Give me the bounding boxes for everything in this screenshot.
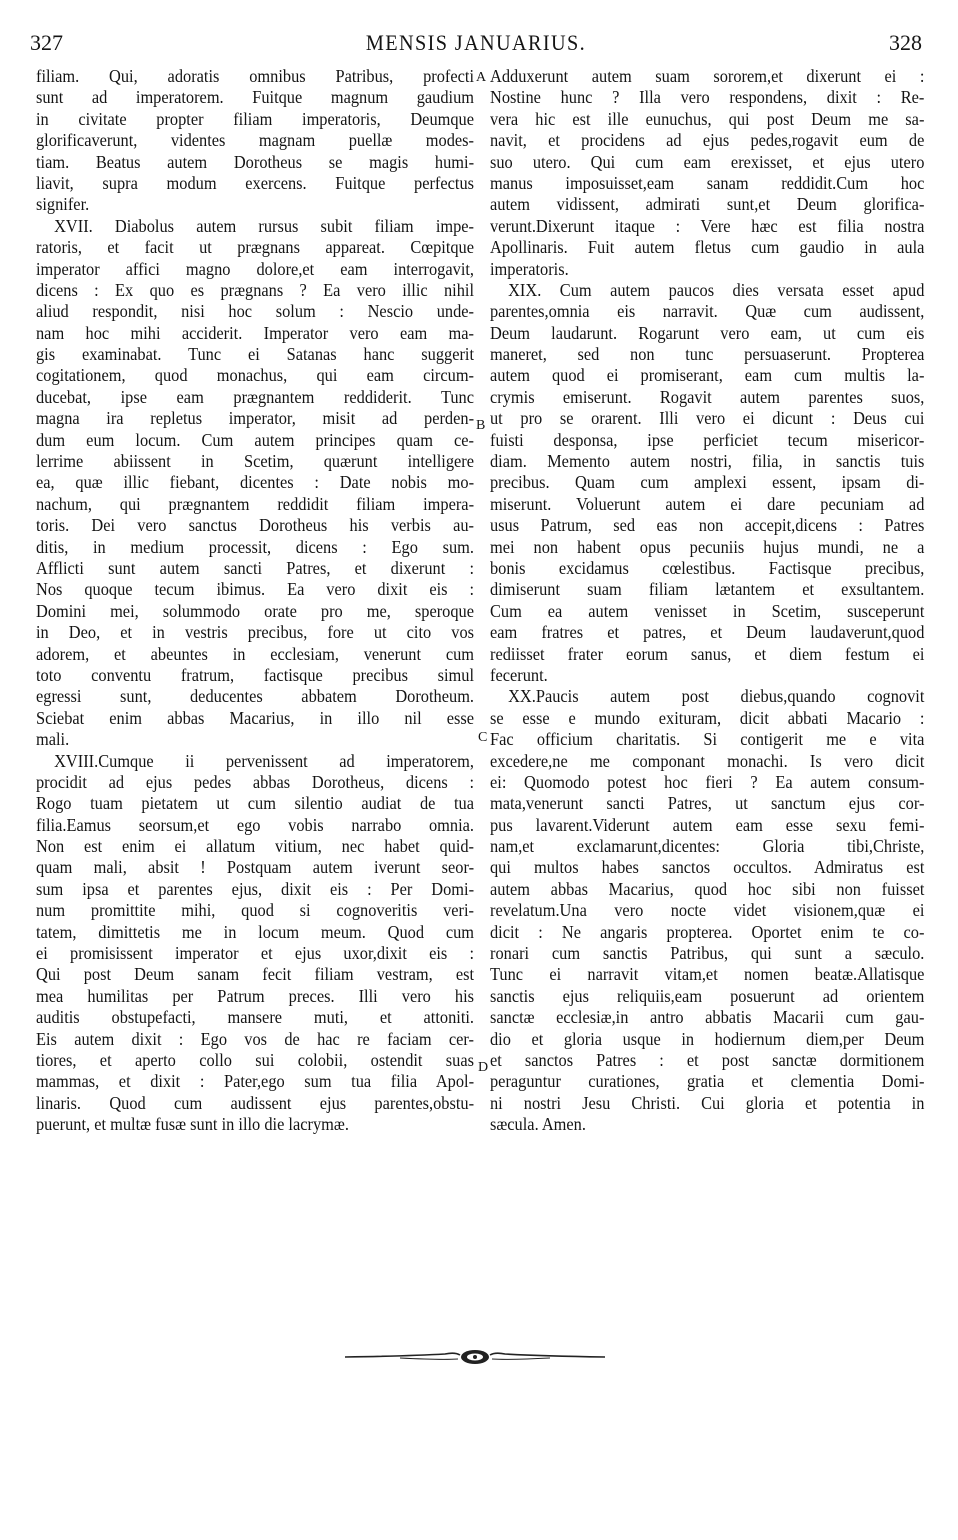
text-line: in civitate propter filiam imperatoris, Deumque xyxy=(36,108,475,129)
text-line: dimiserunt suam filiam lætantem et exsultantem. xyxy=(490,579,925,600)
ornament-divider-icon xyxy=(340,1342,610,1372)
text-line: adorem, et abeuntes in ecclesiam, venerunt cum xyxy=(36,643,475,664)
text-line: Nos quoque tecum ibimus. Ea vero dixit eis : xyxy=(36,579,475,600)
margin-letter-c: C xyxy=(478,730,488,745)
text-line: ratoris, et facit ut prægnans appareat. Cœpitque xyxy=(36,237,475,258)
text-line: autem abbas Macarius, quod hoc sibi non fuisset xyxy=(490,878,925,899)
text-line: tatem, dimittetis me in locum meum. Quod cum xyxy=(36,921,475,942)
text-line: gis examinabat. Tunc ei Satanas hanc suggerit xyxy=(36,344,475,365)
text-line: crymis emiserunt. Rogavit autem parentes suos, xyxy=(490,386,925,407)
text-line: se esse e mundo exituram, dicit abbati Macario : xyxy=(490,707,925,728)
text-line: puerunt, et multæ fusæ sunt in illo die lacrymæ. xyxy=(36,1114,349,1135)
text-line: autem quod ei promiserant, eam cum multis la- xyxy=(490,365,925,386)
text-line: Apollinaris. Fuit autem fletus cum gaudio in aula xyxy=(490,237,925,258)
text-line: et sanctos Patres : et post sanctæ dormitionem xyxy=(490,1049,925,1070)
text-line: Cum ea autem venisset in Scetim, susceperunt xyxy=(490,600,925,621)
text-line: liavit, supra modum exercens. Fuitque perfectus xyxy=(36,172,475,193)
text-line: aliud respondit, nisi hoc solum : Nescio unde- xyxy=(36,301,475,322)
text-line: ducebat, ipse eam prægnantem reddiderit. Tunc xyxy=(36,386,475,407)
text-line: filiam. Qui, adoratis omnibus Patribus, profecti xyxy=(36,66,475,86)
left-column xyxy=(36,66,474,1136)
text-line: dum eum locum. Cum autem principes quam ce- xyxy=(36,429,475,450)
text-line: verunt.Dixerunt itaque : Vere hæc est filia nostra xyxy=(490,215,925,236)
text-line: mata,venerunt sancti Patres, ut sanctum ejus cor- xyxy=(490,793,925,814)
page-number-left: 327 xyxy=(30,30,63,55)
text-line: usus Patrum, sed eas non accepit,dicens : Patres xyxy=(490,515,925,536)
text-line: eam fratres et patres, et Deum laudaverunt,quod xyxy=(490,622,925,643)
text-line: dicens : Ex quo es prægnans ? Ea vero illic nihil xyxy=(36,279,475,300)
text-line: miserunt. Voluerunt autem ei dare pecuniam ad xyxy=(490,493,925,514)
running-header xyxy=(30,30,922,60)
text-line: ut pro se orarent. Illi vero ei dicunt : Deus cui xyxy=(490,408,925,429)
text-line: filia.Eamus seorsum,et ego vobis narrabo omnia. xyxy=(36,814,475,835)
text-line: imperatoris. xyxy=(490,258,569,279)
text-line: XIX. Cum autem paucos dies versata esset apud xyxy=(508,279,925,300)
text-line: quam mali, absit ! Postquam autem iverunt seor- xyxy=(36,857,475,878)
text-line: XVII. Diabolus autem rursus subit filiam impe- xyxy=(54,215,475,236)
text-line: XX.Paucis autem post diebus,quando cognovit xyxy=(508,686,925,707)
text-line: Nostine hunc ? Illa vero respondens, dixit : Re- xyxy=(490,87,925,108)
text-line: revelatum.Una vero nocte videt visionem,quæ ei xyxy=(490,900,925,921)
text-line: Non est enim ei allatum vitium, nec habet quid- xyxy=(36,836,475,857)
text-line: nam,et exclamarunt,dicentes: Gloria tibi,Christe, xyxy=(490,836,925,857)
margin-letter-b: B xyxy=(476,418,486,433)
text-line: ea, quæ illic fiebant, dicentes : Date nobis mo- xyxy=(36,472,475,493)
text-line: mali. xyxy=(36,729,70,750)
text-line: diam. Memento autem nostri, filia, in sanctis tuis xyxy=(490,451,925,472)
text-line: precibus. Quam cum amplexi essent, ipsam di- xyxy=(490,472,925,493)
text-line: procidit ad ejus pedes abbas Dorotheus, dicens : xyxy=(36,771,475,792)
page-number-right: 328 xyxy=(889,30,922,55)
text-line: Domini mei, solummodo orate pro me, speroque xyxy=(36,600,475,621)
text-line: nam hoc mihi acciderit. Imperator vero eam ma- xyxy=(36,322,475,343)
text-line: sum ipsa et parentes ejus, dixit eis : Per Domi- xyxy=(36,878,475,899)
text-line: qui multos habes sanctos occultos. Admiratus est xyxy=(490,857,925,878)
text-line: fecerunt. xyxy=(490,664,548,685)
text-line: manus imposuisset,eam sanam reddidit.Cum hoc xyxy=(490,172,925,193)
text-line: sanctæ ecclesiæ,in antro abbatis Macarii cum gau- xyxy=(490,1007,925,1028)
text-line: cogitationem, quod monachus, qui eam circum- xyxy=(36,365,475,386)
text-line: mammas, et dixit : Pater,ego sum tua filia Apol- xyxy=(36,1071,475,1092)
text-line: lerrime abiissent in Scetim, quærunt intelligere xyxy=(36,451,475,472)
text-line: fuisti desponsa, ipse perficiet tecum misericor- xyxy=(490,429,925,450)
text-line: ei: Quomodo potest hoc fieri ? Ea autem consum- xyxy=(490,771,925,792)
text-line: in Deo, et in vestris precibus, fore ut cito vos xyxy=(36,622,475,643)
text-line: peraguntur curationes, gratia et clementia Domi- xyxy=(490,1071,925,1092)
text-line: Fac officium charitatis. Si contigerit me e vita xyxy=(490,729,925,750)
text-line: Adduxerunt autem suam sororem,et dixerunt ei : xyxy=(490,66,925,86)
text-line: pus lavarent.Viderunt autem eam esse sexu femi- xyxy=(490,814,925,835)
margin-letter-a: A xyxy=(476,70,487,85)
text-line: excedere,ne me componant monachi. Is vero dicit xyxy=(490,750,925,771)
text-line: parentes,omnia eis narravit. Quæ cum audissent, xyxy=(490,301,925,322)
text-line: sunt ad imperatorem. Fuitque magnum gaudium xyxy=(36,87,475,108)
text-line: ni nostri Jesu Christi. Cui gloria et potentia in xyxy=(490,1092,925,1113)
text-line: mei non habent opus pecuniis hujus mundi, ne a xyxy=(490,536,925,557)
text-line: imperator affici magno dolore,et eam interrogavit, xyxy=(36,258,475,279)
text-line: bonis excidamus cœlestibus. Factisque precibus, xyxy=(490,557,925,578)
text-line: XVIII.Cumque ii pervenissent ad imperatorem, xyxy=(54,750,475,771)
text-line: maneret, sed non tunc persuaserunt. Propterea xyxy=(490,344,925,365)
text-line: ronari cum sanctis Patribus, qui sunt a sæculo. xyxy=(490,943,925,964)
text-line: Tunc ei narravit vitam,et nomen beatæ.Allatisque xyxy=(490,964,925,985)
text-line: num promittite mihi, quod si cognoveritis veri- xyxy=(36,900,475,921)
margin-letter-d: D xyxy=(478,1060,489,1075)
text-line: vera hic est ille eunuchus, qui post Deum me sa- xyxy=(490,108,925,129)
running-title: MENSIS JANUARIUS. xyxy=(365,30,587,55)
right-column xyxy=(490,66,924,1136)
text-line: Qui post Deum sanam fecit filiam vestram, est xyxy=(36,964,475,985)
text-line: sanctis ejus reliquiis,eam posuerunt ad orientem xyxy=(490,985,925,1006)
text-line: sæcula. Amen. xyxy=(490,1114,586,1135)
text-line: suo utero. Qui cum eam erexisset, et ejus utero xyxy=(490,151,925,172)
text-line: signifer. xyxy=(36,194,90,215)
text-line: egressi sunt, deducentes abbatem Dorotheum. xyxy=(36,686,475,707)
text-line: ditis, in medium processit, dicens : Ego sum. xyxy=(36,536,475,557)
text-line: Sciebat enim abbas Macarius, in illo nil esse xyxy=(36,707,475,728)
text-line: toto conventu fratrum, factisque precibus simul xyxy=(36,664,475,685)
text-line: glorificaverunt, videntes magnam puellæ modes- xyxy=(36,130,475,151)
text-line: dicit : Ne angaris propterea. Oportet enim te co- xyxy=(490,921,925,942)
text-line: tiores, et aperto collo sui colobii, ostendit suas xyxy=(36,1049,475,1070)
text-line: auditis obstupefacti, mansere muti, et attoniti. xyxy=(36,1007,475,1028)
text-line: magna ira repletus imperator, misit ad perden- xyxy=(36,408,475,429)
text-line: Eis autem dixit : Ego vos de hac re faciam cer- xyxy=(36,1028,475,1049)
text-line: Afflicti sunt autem sancti Patres, et dixerunt : xyxy=(36,557,475,578)
text-line: autem vidissent, admirati sunt,et Deum glorifica- xyxy=(490,194,925,215)
text-line: dio et gloria usque in hodiernum diem,per Deum xyxy=(490,1028,925,1049)
text-line: tiam. Beatus autem Dorotheus se magis humi- xyxy=(36,151,475,172)
text-line: linaris. Quod cum audissent ejus parentes,obstu- xyxy=(36,1092,475,1113)
text-line: ei promisissent imperator et ejus uxor,dixit eis : xyxy=(36,943,475,964)
text-line: toris. Dei vero sanctus Dorotheus his verbis au- xyxy=(36,515,475,536)
text-line: nachum, qui prægnantem reddidit filiam impera- xyxy=(36,493,475,514)
text-line: navit, et procidens ad ejus pedes,rogavit eum de xyxy=(490,130,925,151)
text-line: rediisset frater eorum sanus, et diem festum ei xyxy=(490,643,925,664)
text-line: Deum laudarunt. Rogarunt vero eam, ut cum eis xyxy=(490,322,925,343)
text-line: Rogo tuam pietatem ut cum silentio audiat de tua xyxy=(36,793,475,814)
text-line: mea humilitas per Patrum preces. Illi vero his xyxy=(36,985,475,1006)
